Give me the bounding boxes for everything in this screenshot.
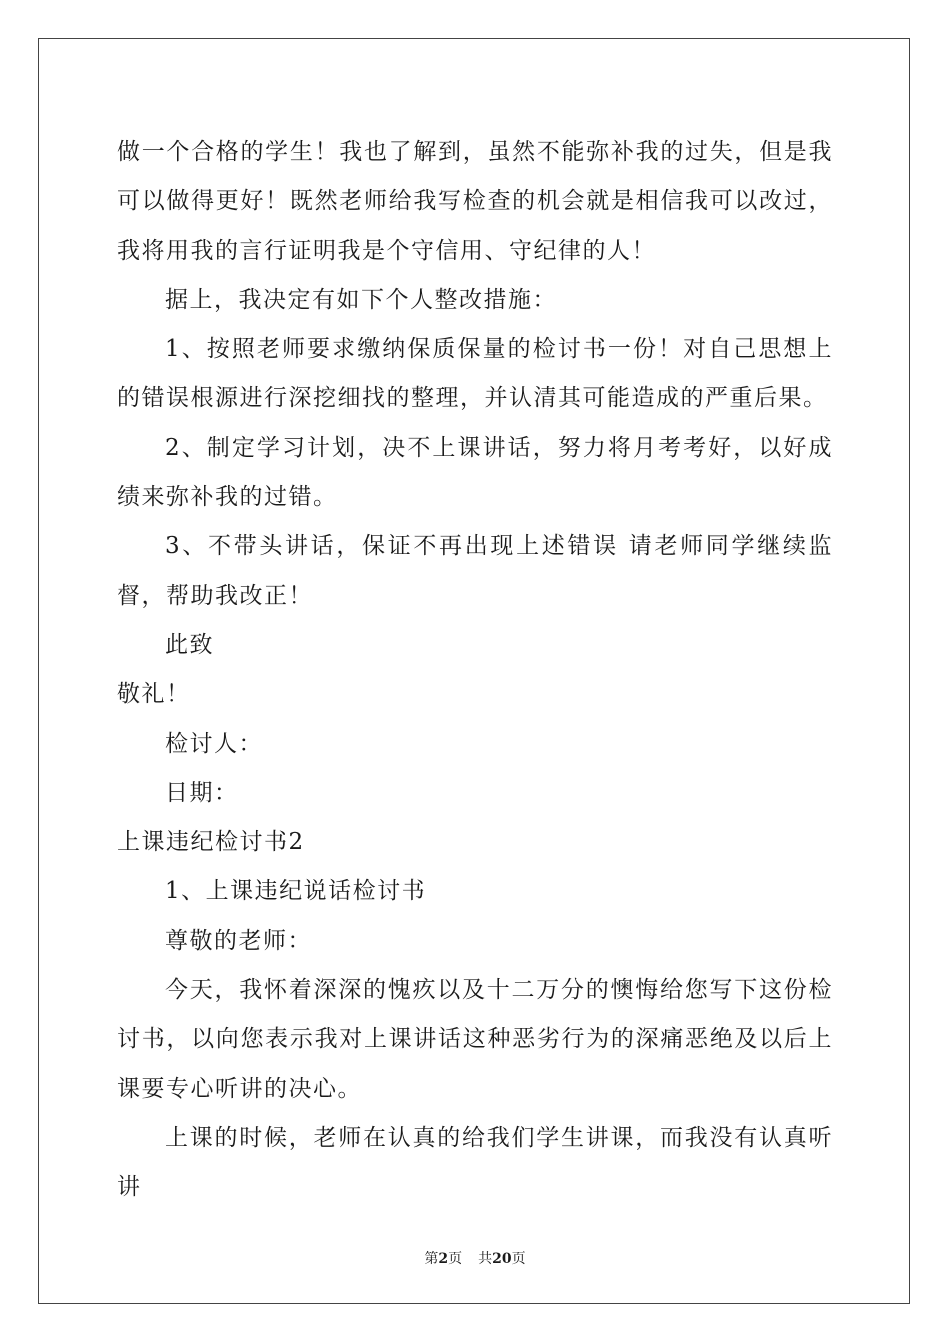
footer-page-prefix: 第 <box>424 1251 439 1267</box>
paragraph-5: 3、不带头讲话，保证不再出现上述错误 请老师同学继续监督，帮助我改正！ <box>117 533 833 609</box>
paragraph-14: 上课的时候，老师在认真的给我们学生讲课，而我没有认真听讲 <box>117 1124 833 1201</box>
paragraph-9: 日期： <box>165 779 239 806</box>
footer-page-suffix: 页 <box>448 1251 463 1267</box>
paragraph-4: 2、制定学习计划，决不上课讲话，努力将月考考好，以好成绩来弥补我的过错。 <box>117 434 833 511</box>
document-body <box>117 128 833 1213</box>
paragraph-2: 据上，我决定有如下个人整改措施： <box>165 286 557 313</box>
footer-total-suffix: 页 <box>511 1251 526 1267</box>
paragraph-7: 敬礼！ <box>117 681 191 708</box>
paragraph-11: 1、上课违纪说话检讨书 <box>165 878 427 905</box>
paragraph-13: 今天，我怀着深深的愧疚以及十二万分的懊悔给您写下这份检讨书，以向您表示我对上课讲话这种恶劣行为的深痛恶绝及以后上课要专心听讲的决心。 <box>117 977 833 1102</box>
footer-total-prefix: 共 <box>478 1251 493 1267</box>
footer-page-number: 2 <box>438 1251 449 1267</box>
paragraph-8: 检讨人： <box>165 730 263 757</box>
paragraph-3: 1、按照老师要求缴纳保质保量的检讨书一份！对自己思想上的错误根源进行深挖细找的整理，并认清其可能造成的严重后果。 <box>117 336 833 412</box>
footer-total-number: 20 <box>492 1251 512 1267</box>
paragraph-12: 尊敬的老师： <box>165 927 312 954</box>
paragraph-1: 做一个合格的学生！我也了解到，虽然不能弥补我的过失，但是我可以做得更好！既然老师给我写检查的机会就是相信我可以改过，我将用我的言行证明我是个守信用、守纪律的人！ <box>117 139 833 264</box>
section-heading: 上课违纪检讨书2 <box>117 829 305 856</box>
page-footer <box>0 1248 950 1268</box>
paragraph-6: 此致 <box>165 631 214 658</box>
